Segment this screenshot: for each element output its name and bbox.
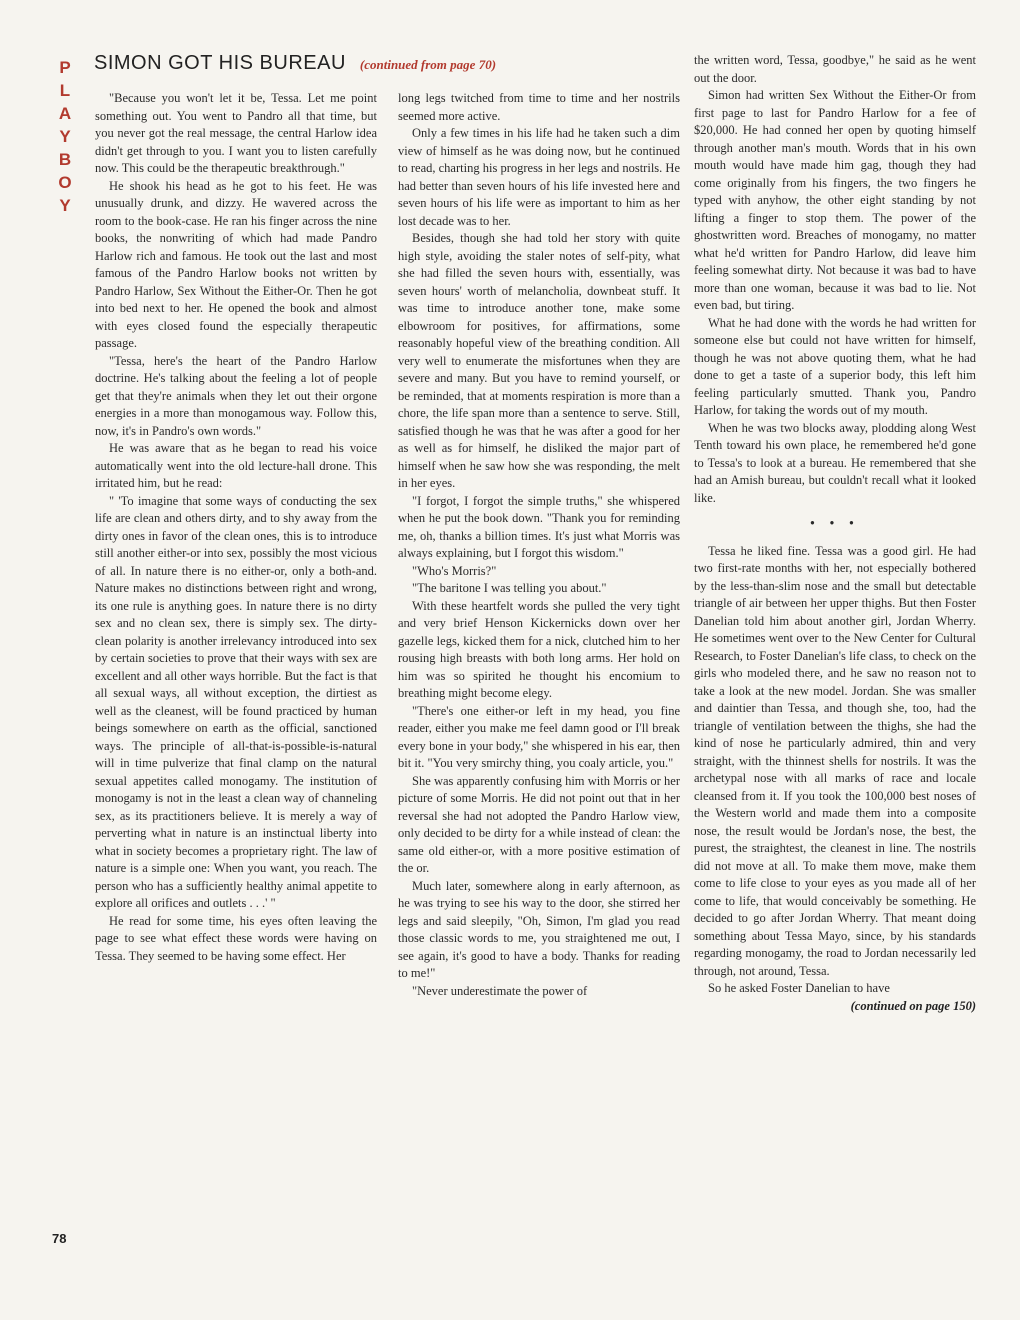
paragraph: "Because you won't let it be, Tessa. Let me point something out. You went to Pandro all that time, but you never got the real message, the central Harlow idea didn't get through to you. I want you to listen carefully now. This could be the therapeutic breakthrough." — [95, 91, 377, 175]
article-header — [94, 52, 654, 75]
paragraph: So he asked Foster Danelian to have — [708, 981, 890, 995]
paragraph: She was apparently confusing him with Morris or her picture of some Morris. He did not point out that in her reversal she had not adopted the Pandro Harlow view, only decided to be dirty for a while instead of clean: the same old either-or, with a more positive estimation of the or. — [398, 773, 680, 875]
paragraph: He read for some time, his eyes often leaving the page to see what effect these words were having on Tessa. They seemed to be having some effect. Her — [95, 913, 377, 963]
paragraph: "Never underestimate the power of — [412, 983, 588, 998]
paragraph: " 'To imagine that some ways of conducting the sex life are clean and others dirty, and to shy away from the dirty ones in favor of the clean ones, this is to introduce still another either-or into sex, possibly the most vicious of all. In nature there is no either-or, only a both-and. Nature makes no distinctions between right and wrong, its one rule is anything goes. In nature there is no dirty sex and no clean sex, there is simply sex. The dirty-clean polarity is another irrelevancy introduced into sex by certain societies to prove that their ways with sex are excellent and all other ways horrible. But the fact is that all sexual ways, all without exception, the dirtiest as well as the cleanest, will be found practiced by human beings somewhere on earth as the official, sanctioned ways. The principle of all-that-is-possible-is-natural will in time pulverize that final clamp on the natural sexual appetites called monogamy. The institution of monogamy is not in the least a clean way of channeling sex, as its practitioners believe. It is merely a way of perverting what in nature is an instinctual liberty into what in society becomes a proprietary right. The law of nature is a simple one: When you want, you reach. The person who has a sufficiently healthy animal appetite to explore all orifices and outlets . . .' " — [95, 493, 377, 910]
paragraph: Only a few times in his life had he taken such a dim view of himself as he was doing now, but he continued to read, charting his progress in her legs and nostrils. He had better than seven hours of his life invested here and seven hours of his life were as important to him as her lost decade was to her. — [398, 126, 680, 228]
paragraph: He shook his head as he got to his feet. He was unusually drunk, and dizzy. He wavered across the room to the book-case. He ran his finger across the nine books, the nonwriting of which had made Pandro Harlow rich and famous. He took out the last and most famous of the Pandro Harlow books not written by Pandro Harlow, Sex Without the Either-Or. Then he got into bed next to her. He opened the book and almost with eyes closed found the especially therapeutic passage. — [95, 178, 377, 350]
paragraph: "Tessa, here's the heart of the Pandro Harlow doctrine. He's talking about the feeling a lot of people get that they're animals when they let out their orgone energies in a more than monogamous way. Follow this, now, it's in Pandro's own words." — [95, 353, 377, 438]
paragraph: When he was two blocks away, plodding along West Tenth toward his own place, he remembered he'd gone to Tessa's to look at a bureau. He remembered that she had an Amish bureau, but couldn't recall what it looked like. — [694, 420, 976, 505]
text-column-3 — [694, 52, 976, 1015]
section-separator: • • • — [810, 516, 860, 530]
magazine-letter: L — [59, 81, 71, 100]
text-column-1 — [95, 90, 377, 965]
paragraph: Tessa he liked fine. Tessa was a good girl. He had two first-rate months with her, not especially bothered by the less-than-slim nose and the small but detectable triangle of air between her upper thighs. But then Foster Danelian told him about another girl, Jordan Wherry. He sometimes went over to the New Center for Cultural Research, to Foster Danelian's life class, to check on the girls who modeled there, and he saw no reason not to take a look at the new model. Jordan. She was smaller and daintier than Tessa, and though she, too, had the triangle of ventilation between the thighs, she had the kind of nose he particularly admired, thin and very straight, with the thinnest shells for nostrils. It was the archetypal nose with all marks of race and locale cleansed from it. If you took the 100,000 best noses of the Western world and made them into a composite nose, the result would be Jordan's nose, the best, the purest, the straightest, the cleanest in line. The nostrils did not move at all. To make them move, make them come to life close to your eyes as you made all of her come to life, that would conceivably be something. He decided to go after Jordan Wherry. That meant doing something about Tessa Mayo, since, by his standards regarding monogamy, the road to Jordan necessarily led through, not around, Tessa. — [694, 543, 976, 978]
paragraph: With these heartfelt words she pulled the very tight and very brief Henson Kickernicks down over her gazelle legs, kicked them for a nick, clutched him to her rousing high breasts with both long arms. Her hold on him was so spirited he thought his encomium to breathing might become elegy. — [398, 598, 680, 700]
paragraph: the written word, Tessa, goodbye," he said as he went out the door. — [694, 53, 976, 85]
magazine-letter: Y — [59, 196, 71, 215]
paragraph: Much later, somewhere along in early afternoon, as he was trying to see his way to the door, she stirred her legs and said sleepily, "Oh, Simon, I'm glad you read those classic words to me, you straightened me out, I see again, it's good to have a body. Thanks for reading to me!" — [398, 878, 680, 980]
magazine-letter: A — [58, 104, 72, 123]
paragraph: He was aware that as he began to read his voice automatically went into the old lecture-hall drone. This irritated him, but he read: — [95, 441, 377, 490]
paragraph: Simon had written Sex Without the Either-Or from first page to last for Pandro Harlow for a fee of $20,000. He had conned her open by quoting himself through another man's mouth. Words that in his own mouth would have made him gag, though they had come originally from his fingers, the two fingers he typed with anyhow, the other eight standing by not lifting a finger to stop them. The power of the ghostwritten word. Breaches of monogamy, no matter what he'd written for Pandro Harlow, did leave him feeling somewhat dirty. Not because it was bad to have more than one woman, because it was bad to lie. Not even bad, but tiring. — [694, 88, 976, 312]
paragraph: "Who's Morris?" — [412, 563, 497, 578]
paragraph: "There's one either-or left in my head, you fine reader, either you make me feel damn good or I'll break every bone in your body," she whispered in his ear, then bit it. "You very smirchy thing, you coaly article, you." — [398, 703, 680, 770]
paragraph: long legs twitched from time to time and her nostrils seemed more active. — [398, 91, 680, 123]
paragraph: Besides, though she had told her story with quite high style, avoiding the staler notes of self-pity, what she had filled the seven hours with, essentially, was seven hours' worth of melancholia, downbeat stuff. It was time to introduce another tone, make some elbowroom for positives, for affirmations, some reasonably hopeful view of the breathing condition. All very well to enumerate the misfortunes when they are severe and many. But you have to remind yourself, or be reminded, that at moments respiration is more than a chore, the life span more than a sentence to serve. Still, satisfied though he was that he was after a good for her as well as for himself, he disliked the major part of himself when he saw how she was responding, the melt in her eyes. — [398, 231, 680, 490]
continued-from-note: (continued from page 70) — [359, 57, 497, 72]
magazine-letter: O — [58, 173, 72, 192]
paragraph: What he had done with the words he had written for someone else but could not have written for himself, though he was not above quoting them, what he had done to get a taste of a superior body, this left him feeling particularly smutted. Thank you, Pandro Harlow, for taking the words out of my mouth. — [694, 315, 976, 417]
continued-on-note: (continued on page 150) — [850, 998, 976, 1013]
paragraph: "I forgot, I forgot the simple truths," she whispered when he put the book down. "Thank you for reminding me, oh, thanks a billion times. It's just what Morris was always explaining, but I forgot this wisdom." — [398, 493, 680, 560]
magazine-letter: B — [58, 150, 72, 169]
magazine-name-vertical — [50, 56, 80, 217]
page-number: 78 — [52, 1231, 67, 1246]
text-column-2 — [398, 90, 680, 1000]
paragraph: "The baritone I was telling you about." — [412, 581, 607, 595]
article-title: SIMON GOT HIS BUREAU — [94, 52, 346, 74]
magazine-letter: Y — [59, 127, 71, 146]
magazine-letter: P — [59, 58, 71, 77]
